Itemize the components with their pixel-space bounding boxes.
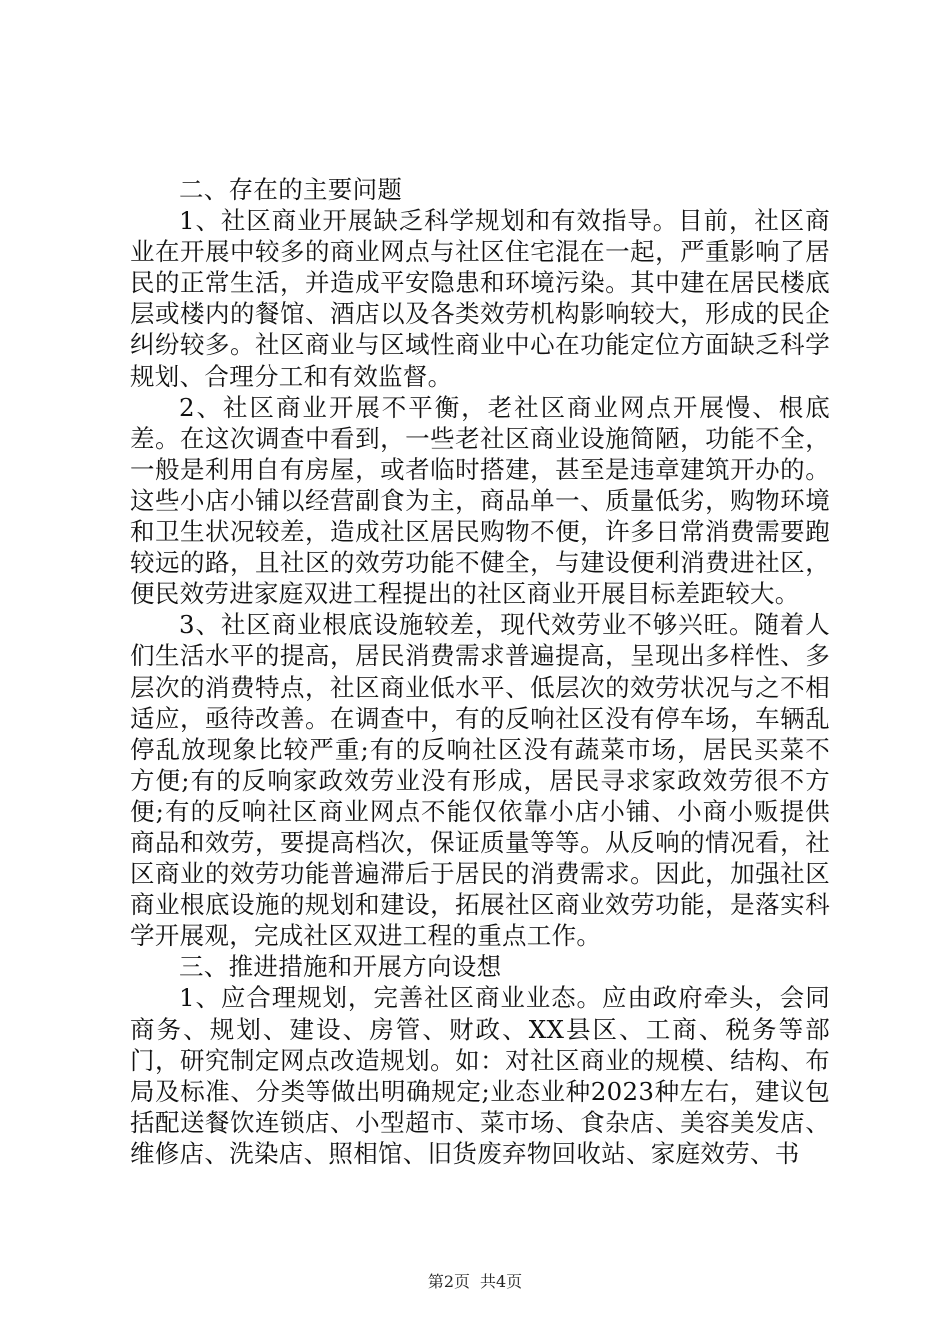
paragraph-problem-3: 3、社区商业根底设施较差，现代效劳业不够兴旺。随着人们生活水平的提高，居民消费需求普遍提高，呈现出多样性、多层次的消费特点，社区商业低水平、低层次的效劳状况与之不相适应，亟待改善。在调查中，有的反响社区没有停车场，车辆乱停乱放现象比较严重;有的反响社区没有蔬菜市场，居民买菜不方便;有的反响家政效劳业没有形成，居民寻求家政效劳很不方便;有的反响社区商业网点不能仅依靠小店小铺、小商小贩提供商品和效劳，要提高档次，保证质量等等。从反响的情况看，社区商业的效劳功能普遍滞后于居民的消费需求。因此，加强社区商业根底设施的规划和建设，拓展社区商业效劳功能，是落实科学开展观，完成社区双进工程的重点工作。	[130, 610, 830, 951]
page-number: 第2页	[427, 1272, 470, 1291]
section-heading-problems: 二、存在的主要问题	[179, 175, 403, 204]
page-total: 共4页	[480, 1272, 523, 1291]
page-footer	[0, 1272, 950, 1292]
paragraph-measure-1: 1、应合理规划，完善社区商业业态。应由政府牵头，会同商务、规划、建设、房管、财政、XX县区、工商、税务等部门，研究制定网点改造规划。如：对社区商业的规模、结构、布局及标准、分类等做出明确规定;业态业种2023种左右，建议包括配送餐饮连锁店、小型超市、菜市场、食杂店、美容美发店、维修店、洗染店、照相馆、旧货废弃物回收站、家庭效劳、书	[130, 983, 830, 1168]
paragraph-problem-2: 2、社区商业开展不平衡，老社区商业网点开展慢、根底差。在这次调查中看到，一些老社区商业设施简陋，功能不全，一般是利用自有房屋，或者临时搭建，甚至是违章建筑开办的。这些小店小铺以经营副食为主，商品单一、质量低劣，购物环境和卫生状况较差，造成社区居民购物不便，许多日常消费需要跑较远的路，且社区的效劳功能不健全，与建设便利消费进社区，便民效劳进家庭双进工程提出的社区商业开展目标差距较大。	[130, 392, 830, 609]
section-heading-measures: 三、推进措施和开展方向设想	[179, 952, 502, 982]
paragraph-problem-1: 1、社区商业开展缺乏科学规划和有效指导。目前，社区商业在开展中较多的商业网点与社区住宅混在一起，严重影响了居民的正常生活，并造成平安隐患和环境污染。其中建在居民楼底层或楼内的餐馆、酒店以及各类效劳机构影响较大，形成的民企纠纷较多。社区商业与区域性商业中心在功能定位方面缺乏科学规划、合理分工和有效监督。	[130, 206, 830, 391]
document-body	[130, 174, 830, 1169]
